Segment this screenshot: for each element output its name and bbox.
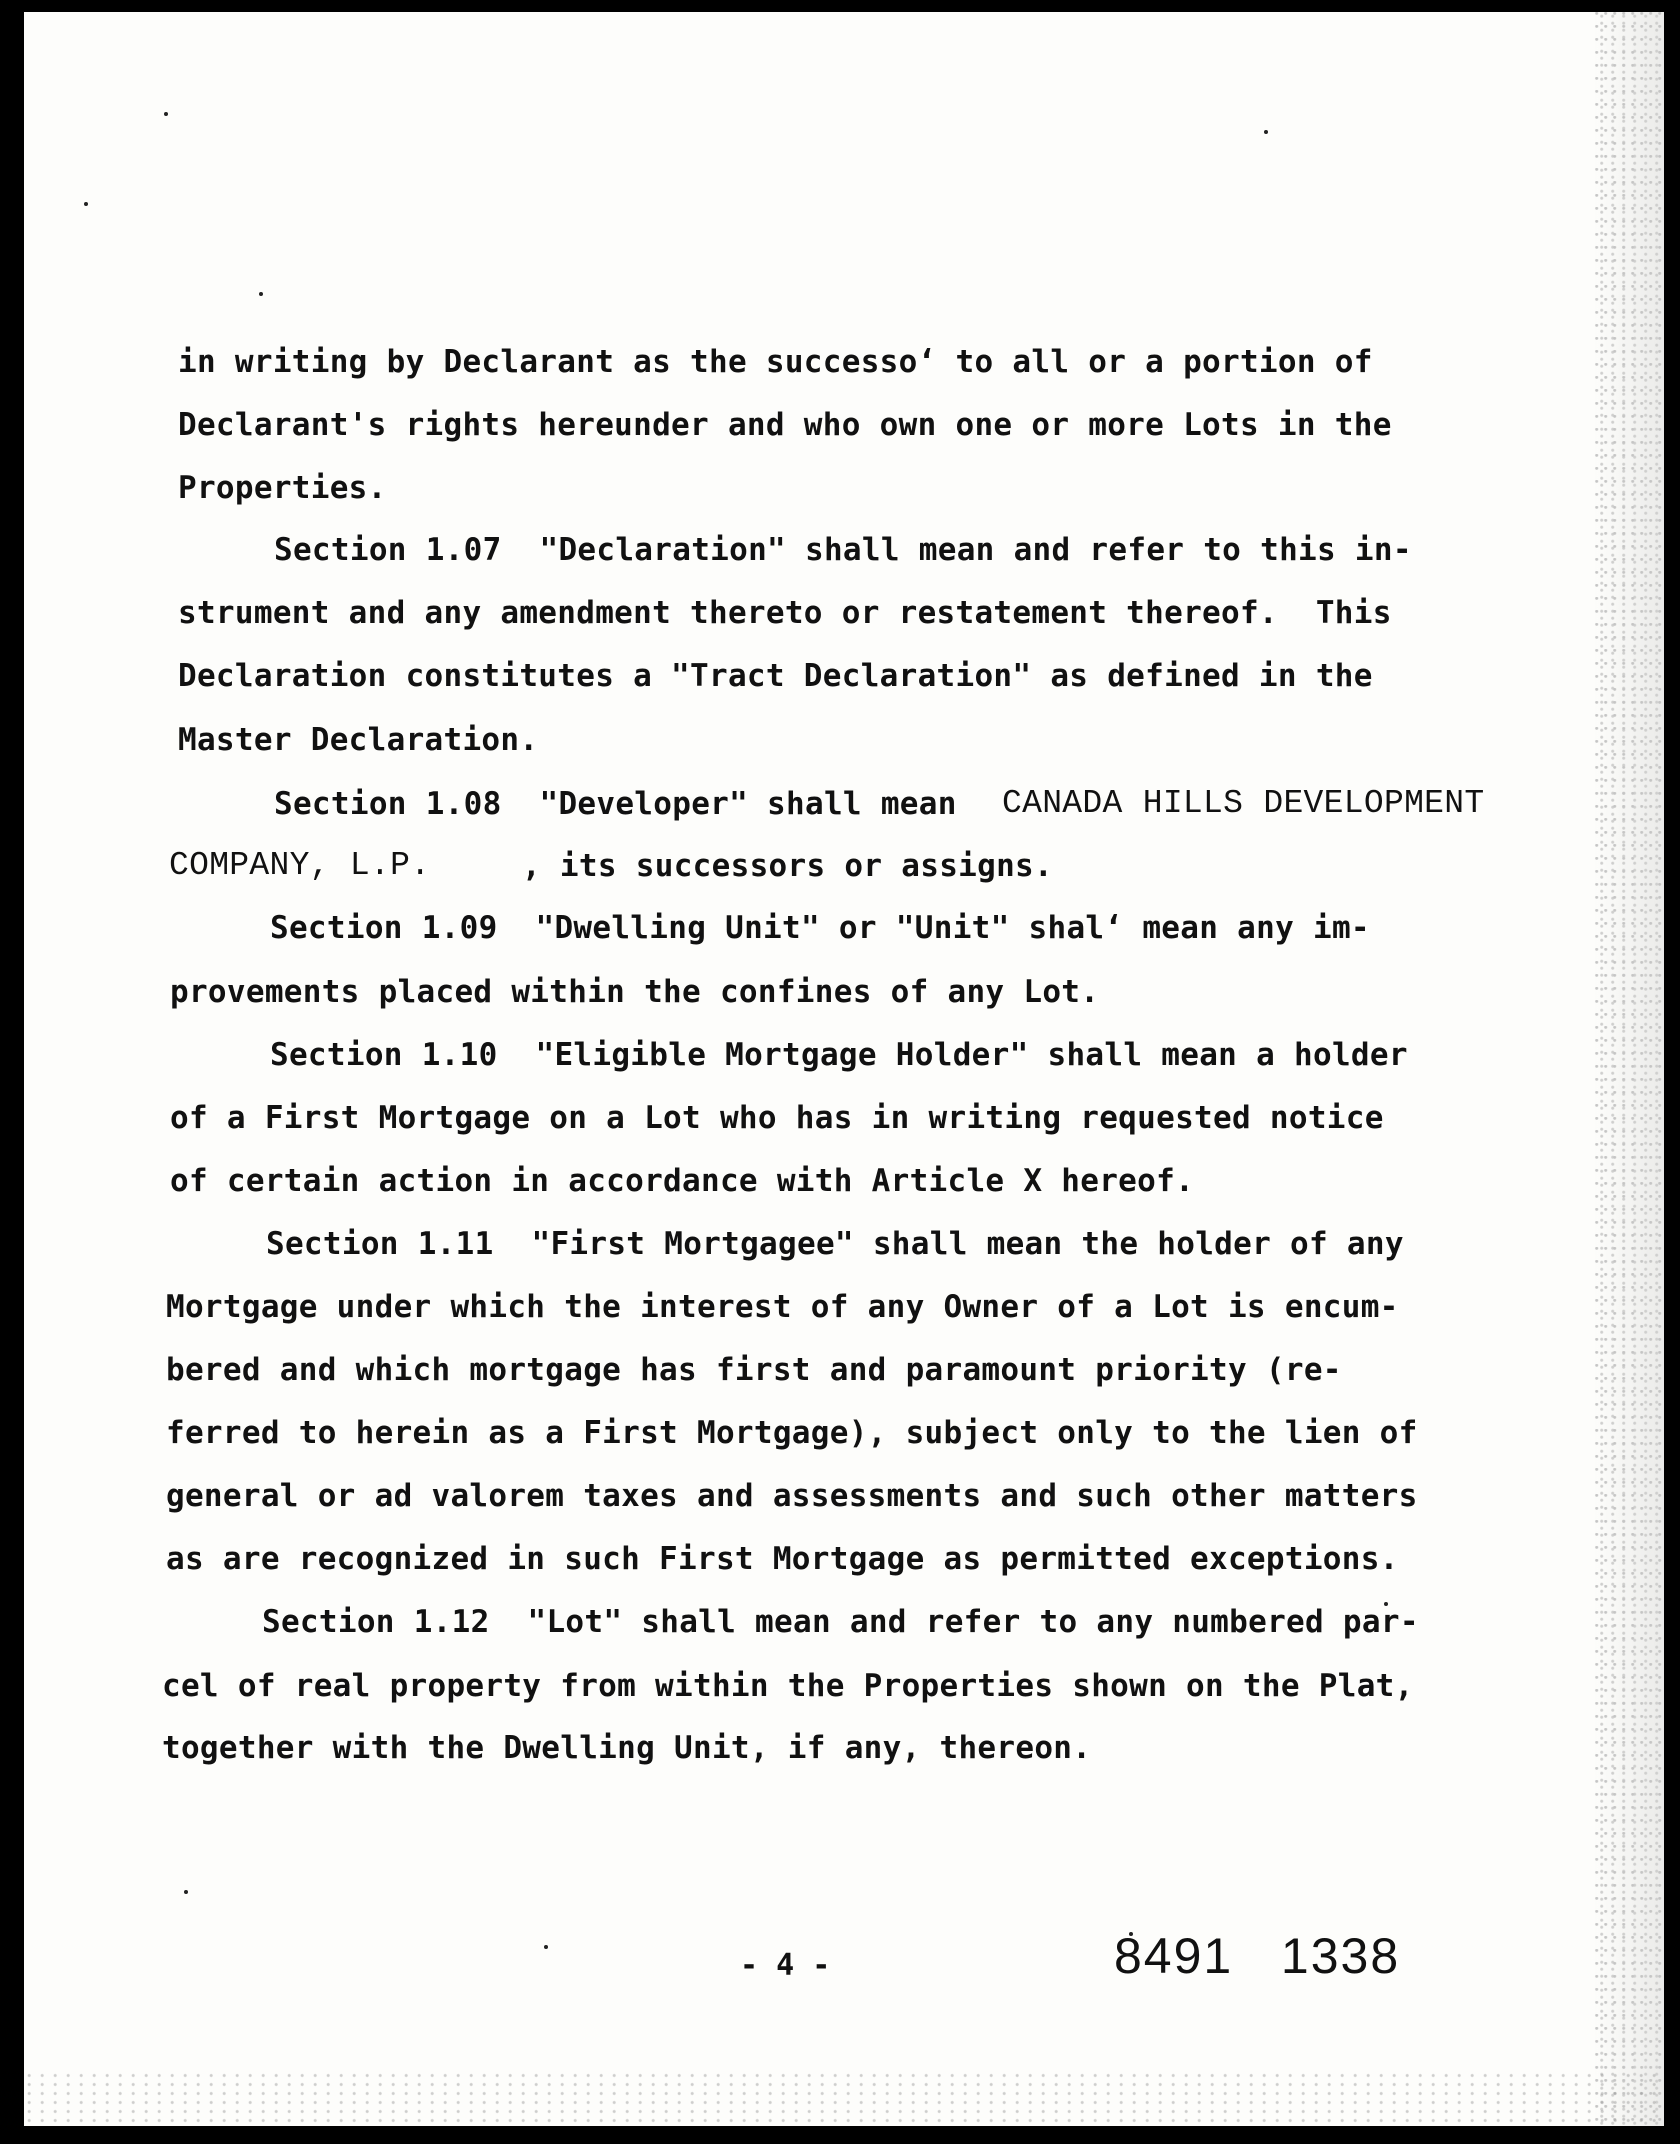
section-1-12-heading-line: Section 1.12 "Lot" shall mean and refer to any numbered par- (262, 1604, 1419, 1640)
document-body (24, 12, 1664, 2126)
text-line: strument and any amendment thereto or restatement thereof. This (178, 595, 1392, 631)
text-line: together with the Dwelling Unit, if any, thereon. (162, 1730, 1092, 1766)
section-1-08-heading-line: Section 1.08 "Developer" shall mean (274, 786, 957, 822)
text-line: bered and which mortgage has first and paramount priority (re- (166, 1352, 1342, 1388)
recording-stamp: 8491 1338 (1114, 1928, 1401, 1984)
text-line: as are recognized in such First Mortgage as permitted exceptions. (166, 1541, 1399, 1577)
text-line: Declaration constitutes a "Tract Declaration" as defined in the (178, 658, 1373, 694)
text-line: Mortgage under which the interest of any Owner of a Lot is encum- (166, 1289, 1399, 1325)
text-line: Properties. (178, 470, 387, 506)
section-1-07-heading-line: Section 1.07 "Declaration" shall mean and refer to this in- (274, 532, 1412, 568)
section-1-09-heading-line: Section 1.09 "Dwelling Unit" or "Unit" shalʻ mean any im- (270, 910, 1370, 946)
text-line: general or ad valorem taxes and assessments and such other matters (166, 1478, 1418, 1514)
text-line: Master Declaration. (178, 722, 539, 758)
text-line: in writing by Declarant as the successoʻ to all or a portion of (178, 344, 1373, 380)
section-1-11-heading-line: Section 1.11 "First Mortgagee" shall mean the holder of any (266, 1226, 1404, 1262)
text-line: , its successors or assigns. (522, 848, 1053, 884)
developer-name-typed: COMPANY, L.P. (169, 847, 431, 884)
text-line: cel of real property from within the Properties shown on the Plat, (162, 1668, 1414, 1704)
developer-name-typed: CANADA HILLS DEVELOPMENT (1002, 785, 1485, 822)
page-number: - 4 - (740, 1948, 831, 1983)
section-1-10-heading-line: Section 1.10 "Eligible Mortgage Holder" shall mean a holder (270, 1037, 1408, 1073)
text-line: of certain action in accordance with Article X hereof. (170, 1163, 1195, 1199)
text-line: Declarant's rights hereunder and who own one or more Lots in the (178, 407, 1392, 443)
text-line: provements placed within the confines of any Lot. (170, 974, 1100, 1010)
document-page (24, 12, 1664, 2126)
text-line: of a First Mortgage on a Lot who has in writing requested notice (170, 1100, 1384, 1136)
text-line: ferred to herein as a First Mortgage), subject only to the lien of (166, 1415, 1418, 1451)
